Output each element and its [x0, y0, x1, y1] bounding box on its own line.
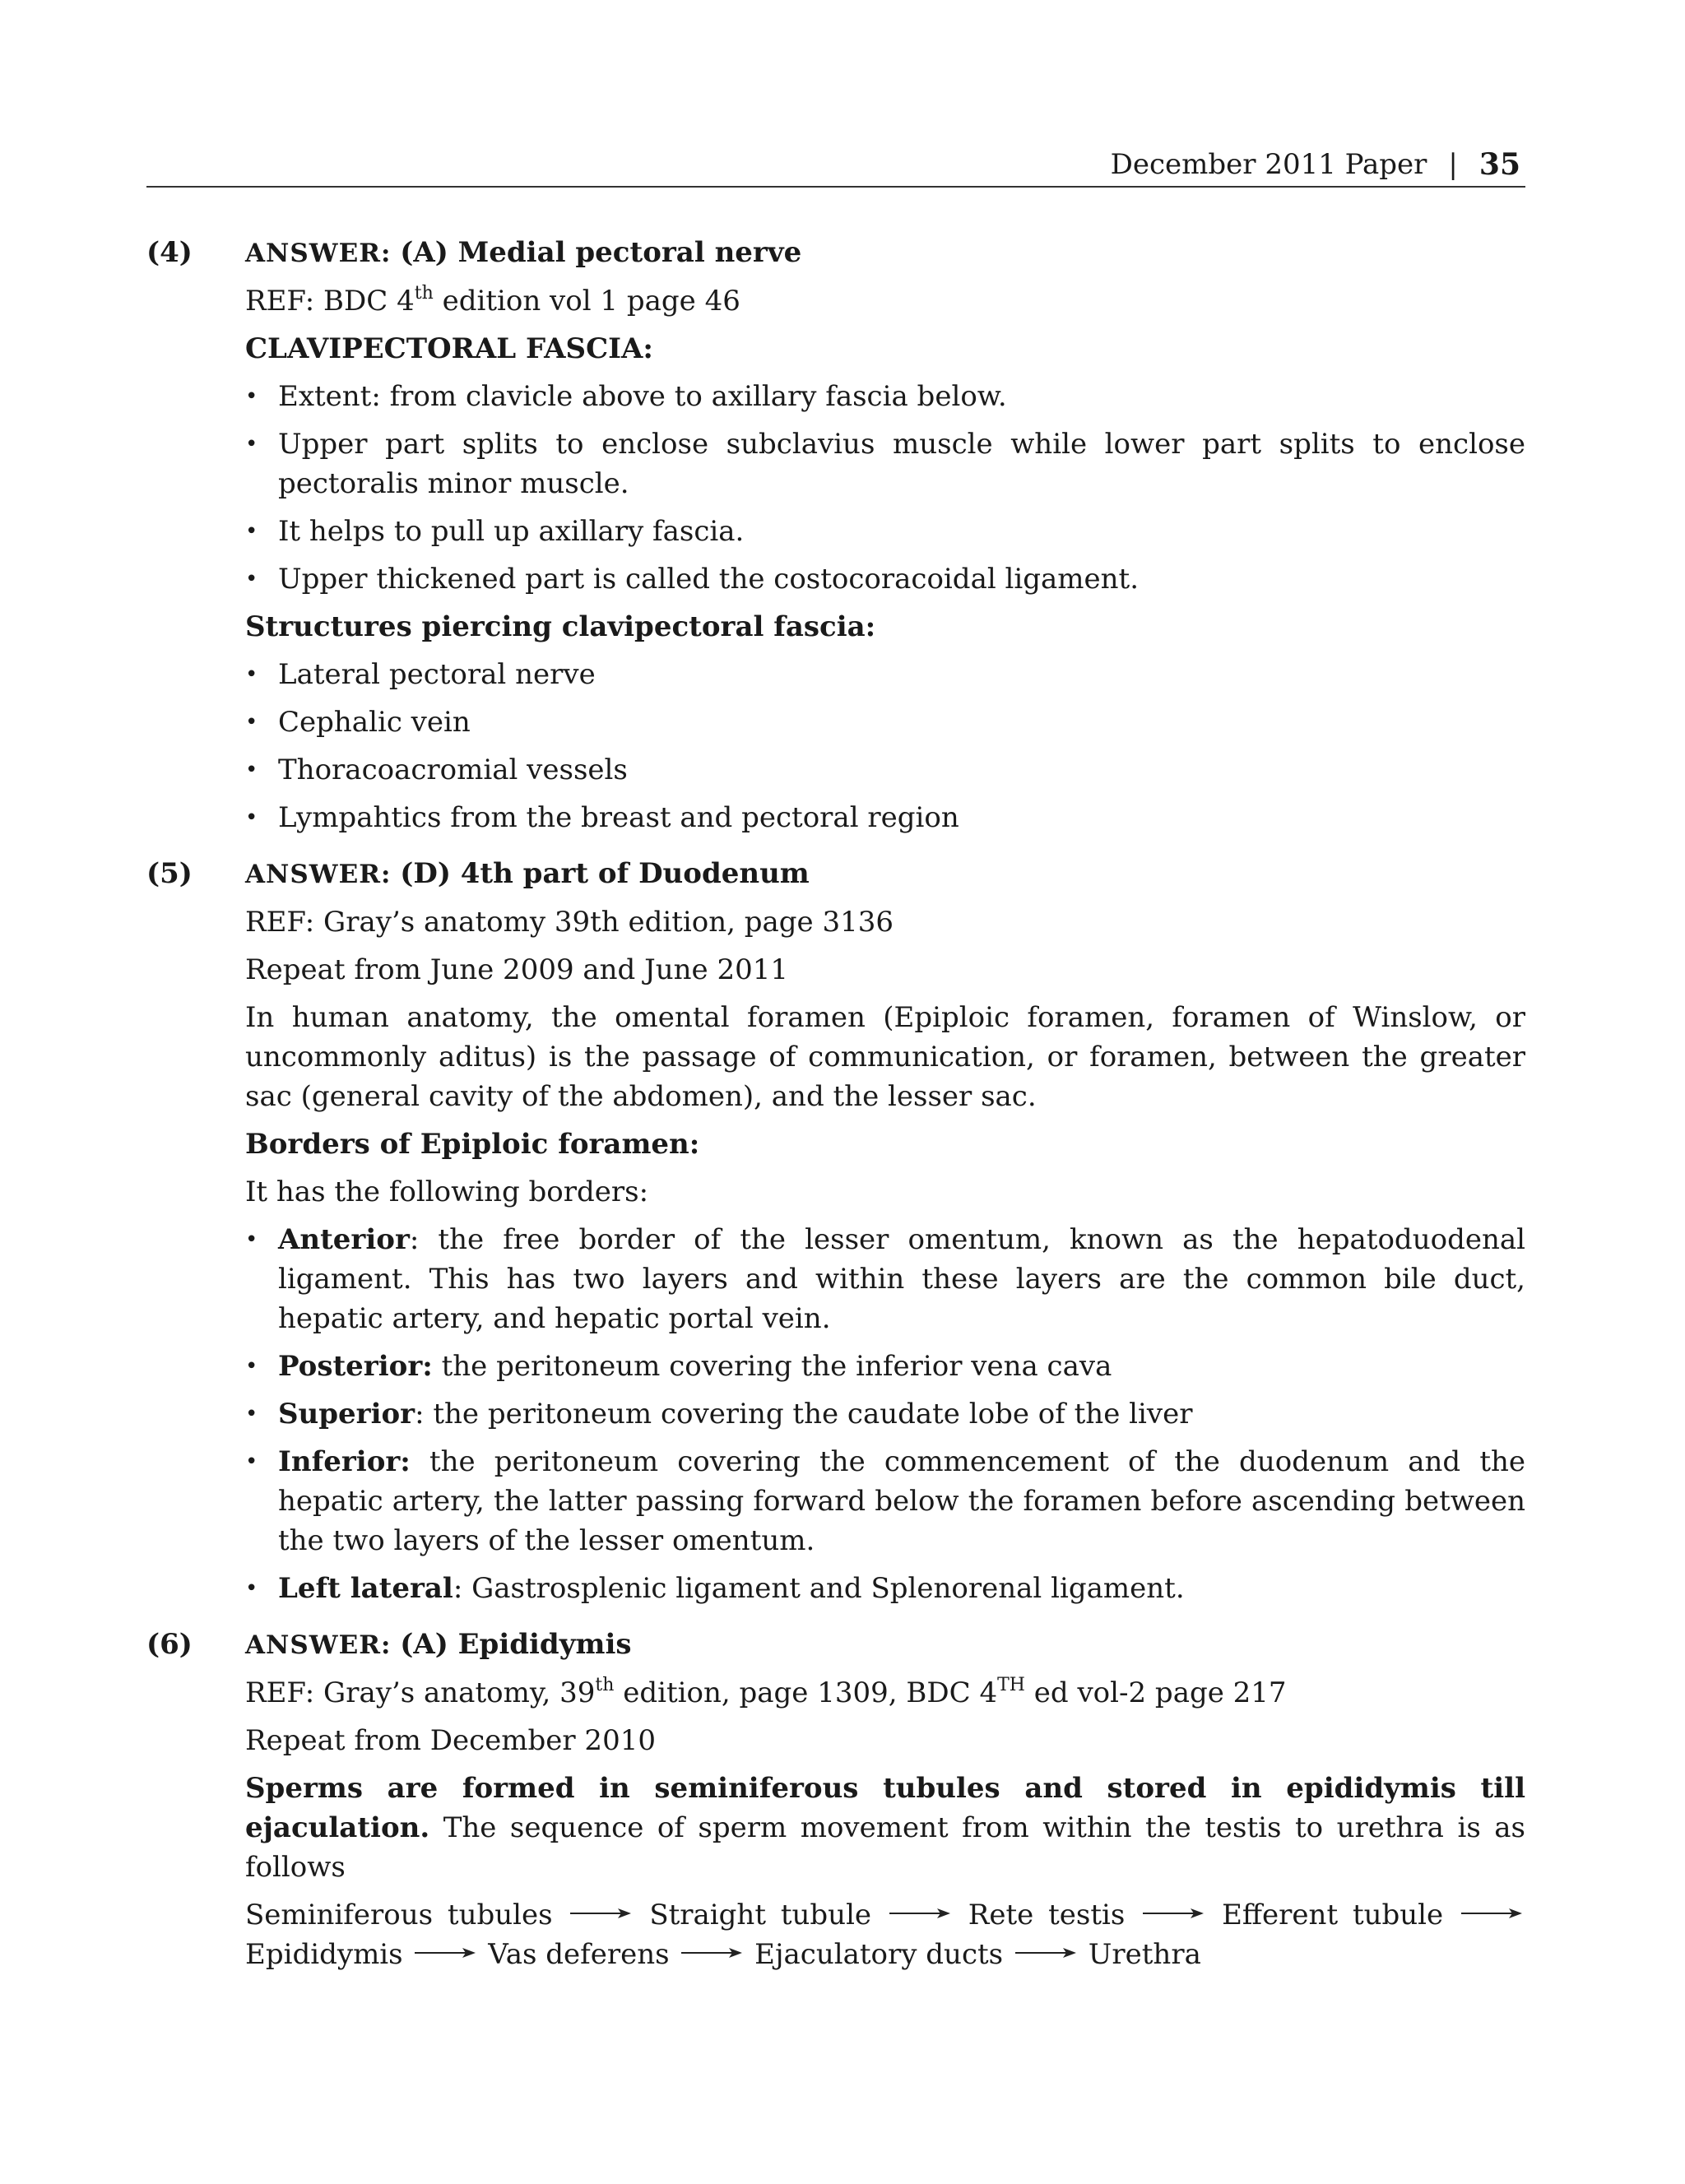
flow-step: Seminiferous tubules [245, 1899, 553, 1931]
reference: REF: BDC 4th edition vol 1 page 46 [245, 283, 740, 318]
list-item: • Lateral pectoral nerve [245, 655, 1525, 694]
bullet-list [245, 655, 1525, 837]
answer-text: (A) Epididymis [400, 1628, 632, 1661]
question-number: (6) [146, 1628, 193, 1661]
right-arrow-icon [415, 1947, 476, 1959]
answer-text: (A) Medial pectoral nerve [400, 236, 802, 269]
section-heading: CLAVIPECTORAL FASCIA: [245, 332, 653, 365]
section-heading: Borders of Epiploic foramen: [245, 1128, 700, 1161]
answer-label: ANSWER: [245, 1630, 392, 1660]
running-header [146, 141, 1520, 187]
answer-label: ANSWER: [245, 860, 392, 889]
flow-step: Straight tubule [649, 1899, 872, 1931]
section-heading: Structures piercing clavipectoral fascia: [245, 610, 876, 643]
answer-label: ANSWER: [245, 239, 392, 268]
flow-step: Vas deferens [488, 1938, 670, 1971]
list-item: • Superior: the peritoneum covering the caudate lobe of the liver [245, 1394, 1525, 1434]
list-item: • Inferior: the peritoneum covering the commencement of the duodenum and the hepatic artery, the latter passing forward below the foramen before ascending between the two layers of the lesser omentum. [245, 1442, 1525, 1560]
question-5 [146, 854, 1525, 1608]
question-number: (5) [146, 857, 193, 890]
repeat-note: Repeat from June 2009 and June 2011 [245, 953, 789, 986]
flow-step: Urethra [1088, 1938, 1201, 1971]
flow-step: Efferent tubule [1222, 1899, 1444, 1931]
list-item: • Extent: from clavicle above to axillary fascia below. [245, 377, 1525, 416]
repeat-note: Repeat from December 2010 [245, 1724, 656, 1757]
list-item: • Lympahtics from the breast and pectoral region [245, 798, 1525, 837]
flow-step: Epididymis [245, 1938, 403, 1971]
question-6 [146, 1625, 1525, 1974]
page-content [146, 233, 1525, 1974]
answer-line [245, 854, 1525, 894]
right-arrow-icon [1015, 1947, 1076, 1959]
page-number: 35 [1478, 146, 1520, 182]
answer-line [245, 233, 1525, 273]
sperm-pathway-flow [245, 1895, 1525, 1974]
body-paragraph: Sperms are formed in seminiferous tubules and stored in epididymis till ejaculation. The sequence of sperm movement from within the testis to urethra is as follows [245, 1772, 1525, 1884]
right-arrow-icon [1461, 1908, 1522, 1919]
answer-line [245, 1625, 1525, 1665]
reference: REF: Gray’s anatomy 39th edition, page 3136 [245, 906, 894, 939]
header-rule [146, 186, 1525, 188]
bullet-list [245, 377, 1525, 599]
right-arrow-icon [889, 1908, 950, 1919]
answer-text: (D) 4th part of Duodenum [400, 857, 810, 890]
running-title: December 2011 Paper [1110, 147, 1427, 181]
list-item: • Cephalic vein [245, 702, 1525, 742]
flow-step: Ejaculatory ducts [754, 1938, 1004, 1971]
list-item: • Upper part splits to enclose subclavius muscle while lower part splits to enclose pectoralis minor muscle. [245, 424, 1525, 503]
reference: REF: Gray’s anatomy, 39th edition, page 1309, BDC 4TH ed vol-2 page 217 [245, 1675, 1287, 1709]
question-4 [146, 233, 1525, 837]
list-item: • Posterior: the peritoneum covering the inferior vena cava [245, 1347, 1525, 1386]
intro-text: It has the following borders: [245, 1175, 649, 1208]
right-arrow-icon [681, 1947, 742, 1959]
list-item: • It helps to pull up axillary fascia. [245, 512, 1525, 551]
list-item: • Thoracoacromial vessels [245, 750, 1525, 790]
list-item: • Anterior: the free border of the lesser omentum, known as the hepatoduodenal ligament. This has two layers and within these layers are the common bile duct, hepatic artery, and hepatic portal vein. [245, 1220, 1525, 1338]
borders-list [245, 1220, 1525, 1608]
list-item: • Upper thickened part is called the costocoracoidal ligament. [245, 559, 1525, 599]
right-arrow-icon [570, 1908, 631, 1919]
flow-step: Rete testis [968, 1899, 1126, 1931]
list-item: • Left lateral: Gastrosplenic ligament and Splenorenal ligament. [245, 1569, 1525, 1608]
header-separator: | [1448, 147, 1458, 181]
question-number: (4) [146, 236, 193, 269]
body-paragraph: In human anatomy, the omental foramen (Epiploic foramen, foramen of Winslow, or uncommonly aditus) is the passage of communication, or foramen, between the greater sac (general cavity of the abdomen), and the lesser sac. [245, 1001, 1525, 1113]
right-arrow-icon [1143, 1908, 1204, 1919]
